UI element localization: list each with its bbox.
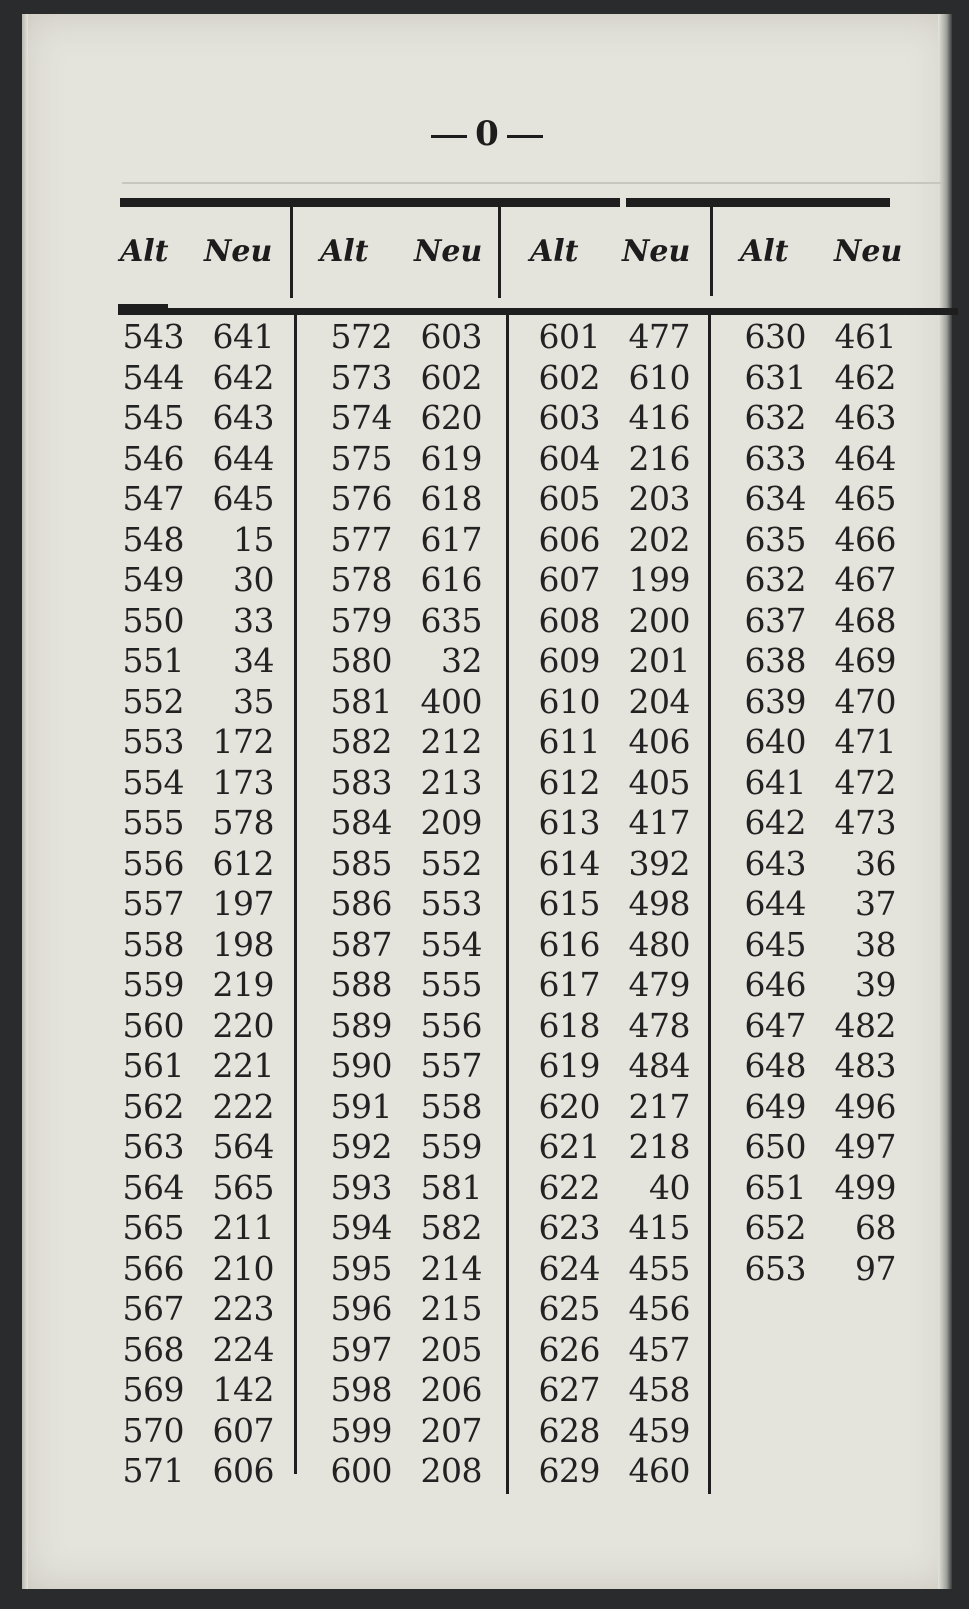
alt-cell: 593	[330, 1167, 392, 1207]
alt-cell: 604	[538, 438, 600, 478]
alt-cell: 584	[330, 803, 392, 842]
neu-cell: 619	[420, 438, 482, 478]
neu-cell: 97	[855, 1248, 896, 1288]
header-neu-2: Neu	[414, 234, 483, 269]
alt-cell: 633	[744, 438, 806, 478]
alt-cell: 595	[330, 1248, 392, 1288]
alt-cell: 579	[330, 600, 392, 640]
alt-cell: 597	[330, 1329, 392, 1369]
alt-cell: 589	[330, 1005, 392, 1045]
alt-cell: 549	[122, 560, 184, 599]
neu-cell: 482	[834, 1005, 896, 1045]
dash-left	[431, 135, 467, 138]
alt-cell: 543	[122, 317, 184, 356]
neu-cell: 463	[834, 398, 896, 437]
neu-cell: 205	[420, 1329, 482, 1369]
alt-cell: 603	[538, 398, 600, 437]
neu-cell: 218	[628, 1127, 690, 1166]
neu-cell: 40	[649, 1167, 690, 1207]
neu-cell: 217	[628, 1086, 690, 1126]
top-rule-right	[626, 198, 890, 207]
neu-cell: 68	[855, 1208, 896, 1247]
book-page	[22, 14, 952, 1589]
neu-cell: 462	[834, 357, 896, 397]
neu-cell: 220	[212, 1005, 274, 1045]
neu-cell: 607	[212, 1410, 274, 1450]
alt-cell: 544	[122, 357, 184, 397]
alt-cell: 582	[330, 722, 392, 761]
neu-cell: 39	[855, 965, 896, 1004]
neu-cell: 603	[420, 317, 482, 356]
neu-cell: 415	[628, 1208, 690, 1247]
alt-cell: 622	[538, 1167, 600, 1207]
neu-cell: 15	[233, 519, 274, 559]
alt-cell: 564	[122, 1167, 184, 1207]
neu-cell: 635	[420, 600, 482, 640]
alt-cell: 565	[122, 1208, 184, 1247]
neu-cell: 556	[420, 1005, 482, 1045]
alt-cell: 628	[538, 1410, 600, 1450]
neu-cell: 36	[855, 843, 896, 883]
neu-cell: 406	[628, 722, 690, 761]
alt-cell: 572	[330, 317, 392, 356]
neu-cell: 211	[212, 1208, 274, 1247]
neu-cell: 478	[628, 1005, 690, 1045]
neu-cell: 612	[212, 843, 274, 883]
alt-cell: 575	[330, 438, 392, 478]
neu-cell: 207	[420, 1410, 482, 1450]
alt-cell: 649	[744, 1086, 806, 1126]
alt-cell: 631	[744, 357, 806, 397]
alt-cell: 632	[744, 398, 806, 437]
alt-cell: 554	[122, 762, 184, 802]
alt-cell: 569	[122, 1370, 184, 1409]
neu-cell: 34	[233, 641, 274, 680]
neu-cell: 33	[233, 600, 274, 640]
alt-cell: 601	[538, 317, 600, 356]
neu-cell: 222	[212, 1086, 274, 1126]
neu-cell: 219	[212, 965, 274, 1004]
alt-cell: 550	[122, 600, 184, 640]
neu-cell: 202	[628, 519, 690, 559]
neu-cell: 557	[420, 1046, 482, 1085]
header-alt-3: Alt	[530, 234, 579, 269]
neu-cell: 496	[834, 1086, 896, 1126]
alt-cell: 600	[330, 1451, 392, 1490]
alt-cell: 571	[122, 1451, 184, 1490]
alt-cell: 653	[744, 1248, 806, 1288]
neu-cell: 606	[212, 1451, 274, 1490]
alt-cell: 637	[744, 600, 806, 640]
page-marker	[22, 114, 952, 154]
alt-cell: 608	[538, 600, 600, 640]
alt-cell: 612	[538, 762, 600, 802]
alt-cell: 623	[538, 1208, 600, 1247]
alt-cell: 545	[122, 398, 184, 437]
alt-cell: 587	[330, 924, 392, 964]
alt-cell: 634	[744, 479, 806, 518]
neu-cell: 468	[834, 600, 896, 640]
neu-cell: 602	[420, 357, 482, 397]
neu-cell: 416	[628, 398, 690, 437]
neu-cell: 223	[212, 1289, 274, 1328]
alt-cell: 613	[538, 803, 600, 842]
neu-cell: 213	[420, 762, 482, 802]
neu-cell: 197	[212, 884, 274, 923]
alt-cell: 619	[538, 1046, 600, 1085]
alt-cell: 643	[744, 843, 806, 883]
alt-cell: 546	[122, 438, 184, 478]
page-marker-text: 0	[475, 114, 499, 154]
neu-cell: 461	[834, 317, 896, 356]
alt-cell: 638	[744, 641, 806, 680]
alt-cell: 556	[122, 843, 184, 883]
neu-cell: 610	[628, 357, 690, 397]
alt-cell: 551	[122, 641, 184, 680]
neu-cell: 620	[420, 398, 482, 437]
neu-cell: 554	[420, 924, 482, 964]
alt-cell: 578	[330, 560, 392, 599]
neu-cell: 392	[628, 843, 690, 883]
neu-cell: 464	[834, 438, 896, 478]
neu-cell: 224	[212, 1329, 274, 1369]
neu-cell: 578	[212, 803, 274, 842]
alt-cell: 558	[122, 924, 184, 964]
alt-cell: 581	[330, 681, 392, 721]
alt-cell: 590	[330, 1046, 392, 1085]
neu-cell: 400	[420, 681, 482, 721]
neu-cell: 552	[420, 843, 482, 883]
alt-cell: 626	[538, 1329, 600, 1369]
header-alt-1: Alt	[120, 234, 169, 269]
neu-cell: 465	[834, 479, 896, 518]
alt-cell: 553	[122, 722, 184, 761]
neu-cell: 214	[420, 1248, 482, 1288]
alt-cell: 557	[122, 884, 184, 923]
neu-cell: 417	[628, 803, 690, 842]
alt-cell: 632	[744, 560, 806, 599]
alt-cell: 566	[122, 1248, 184, 1288]
alt-cell: 624	[538, 1248, 600, 1288]
alt-cell: 591	[330, 1086, 392, 1126]
neu-cell: 199	[628, 560, 690, 599]
neu-cell: 210	[212, 1248, 274, 1288]
alt-cell: 555	[122, 803, 184, 842]
alt-cell: 573	[330, 357, 392, 397]
alt-cell: 559	[122, 965, 184, 1004]
neu-cell: 466	[834, 519, 896, 559]
neu-cell: 582	[420, 1208, 482, 1247]
neu-cell: 455	[628, 1248, 690, 1288]
header-divider-2	[498, 206, 501, 298]
alt-cell: 648	[744, 1046, 806, 1085]
neu-cell: 565	[212, 1167, 274, 1207]
alt-cell: 616	[538, 924, 600, 964]
neu-cell: 456	[628, 1289, 690, 1328]
alt-cell: 630	[744, 317, 806, 356]
neu-cell: 208	[420, 1451, 482, 1490]
alt-cell: 641	[744, 762, 806, 802]
alt-cell: 652	[744, 1208, 806, 1247]
alt-cell: 627	[538, 1370, 600, 1409]
column-divider-3	[708, 314, 711, 1494]
alt-cell: 629	[538, 1451, 600, 1490]
alt-cell: 607	[538, 560, 600, 599]
neu-cell: 555	[420, 965, 482, 1004]
alt-cell: 644	[744, 884, 806, 923]
neu-cell: 467	[834, 560, 896, 599]
alt-cell: 605	[538, 479, 600, 518]
column-divider-2	[506, 314, 509, 1494]
alt-cell: 598	[330, 1370, 392, 1409]
alt-cell: 580	[330, 641, 392, 680]
neu-cell: 645	[212, 479, 274, 518]
alt-cell: 562	[122, 1086, 184, 1126]
alt-cell: 615	[538, 884, 600, 923]
alt-cell: 583	[330, 762, 392, 802]
alt-cell: 596	[330, 1289, 392, 1328]
alt-cell: 561	[122, 1046, 184, 1085]
header-divider-3	[710, 200, 713, 296]
neu-cell: 198	[212, 924, 274, 964]
alt-cell: 560	[122, 1005, 184, 1045]
alt-cell: 650	[744, 1127, 806, 1166]
alt-cell: 552	[122, 681, 184, 721]
alt-cell: 567	[122, 1289, 184, 1328]
neu-cell: 459	[628, 1410, 690, 1450]
neu-cell: 32	[441, 641, 482, 680]
neu-cell: 221	[212, 1046, 274, 1085]
alt-cell: 602	[538, 357, 600, 397]
neu-cell: 473	[834, 803, 896, 842]
neu-cell: 209	[420, 803, 482, 842]
alt-cell: 642	[744, 803, 806, 842]
neu-cell: 618	[420, 479, 482, 518]
faint-rule	[122, 182, 942, 184]
neu-cell: 499	[834, 1167, 896, 1207]
alt-cell: 639	[744, 681, 806, 721]
alt-cell: 570	[122, 1410, 184, 1450]
top-rule-left	[120, 198, 620, 207]
neu-cell: 458	[628, 1370, 690, 1409]
neu-cell: 498	[628, 884, 690, 923]
alt-cell: 651	[744, 1167, 806, 1207]
header-rule	[118, 308, 958, 315]
neu-cell: 644	[212, 438, 274, 478]
neu-cell: 201	[628, 641, 690, 680]
neu-cell: 460	[628, 1451, 690, 1490]
neu-cell: 405	[628, 762, 690, 802]
alt-cell: 592	[330, 1127, 392, 1166]
alt-cell: 577	[330, 519, 392, 559]
neu-cell: 558	[420, 1086, 482, 1126]
neu-cell: 642	[212, 357, 274, 397]
neu-cell: 484	[628, 1046, 690, 1085]
alt-cell: 614	[538, 843, 600, 883]
alt-cell: 588	[330, 965, 392, 1004]
alt-cell: 610	[538, 681, 600, 721]
alt-cell: 620	[538, 1086, 600, 1126]
neu-cell: 479	[628, 965, 690, 1004]
header-alt-2: Alt	[320, 234, 369, 269]
header-neu-3: Neu	[622, 234, 691, 269]
neu-cell: 457	[628, 1329, 690, 1369]
alt-cell: 645	[744, 924, 806, 964]
alt-cell: 599	[330, 1410, 392, 1450]
neu-cell: 172	[212, 722, 274, 761]
alt-cell: 617	[538, 965, 600, 1004]
dash-right	[507, 135, 543, 138]
alt-cell: 609	[538, 641, 600, 680]
neu-cell: 564	[212, 1127, 274, 1166]
alt-cell: 646	[744, 965, 806, 1004]
header-divider-1	[290, 200, 293, 298]
neu-cell: 470	[834, 681, 896, 721]
alt-cell: 574	[330, 398, 392, 437]
neu-cell: 616	[420, 560, 482, 599]
header-alt-4: Alt	[740, 234, 789, 269]
neu-cell: 215	[420, 1289, 482, 1328]
neu-cell: 483	[834, 1046, 896, 1085]
alt-cell: 548	[122, 519, 184, 559]
neu-cell: 469	[834, 641, 896, 680]
header-neu-4: Neu	[834, 234, 903, 269]
alt-cell: 621	[538, 1127, 600, 1166]
alt-cell: 611	[538, 722, 600, 761]
neu-cell: 204	[628, 681, 690, 721]
alt-cell: 576	[330, 479, 392, 518]
alt-cell: 606	[538, 519, 600, 559]
alt-cell: 547	[122, 479, 184, 518]
neu-cell: 203	[628, 479, 690, 518]
neu-cell: 212	[420, 722, 482, 761]
alt-cell: 585	[330, 843, 392, 883]
neu-cell: 173	[212, 762, 274, 802]
neu-cell: 643	[212, 398, 274, 437]
neu-cell: 480	[628, 924, 690, 964]
neu-cell: 142	[212, 1370, 274, 1409]
header-neu-1: Neu	[204, 234, 273, 269]
alt-cell: 625	[538, 1289, 600, 1328]
neu-cell: 617	[420, 519, 482, 559]
alt-cell: 635	[744, 519, 806, 559]
neu-cell: 559	[420, 1127, 482, 1166]
neu-cell: 200	[628, 600, 690, 640]
alt-cell: 586	[330, 884, 392, 923]
neu-cell: 472	[834, 762, 896, 802]
neu-cell: 477	[628, 317, 690, 356]
neu-cell: 37	[855, 884, 896, 923]
neu-cell: 38	[855, 924, 896, 964]
neu-cell: 497	[834, 1127, 896, 1166]
neu-cell: 216	[628, 438, 690, 478]
page-edge-shadow	[938, 14, 952, 1589]
neu-cell: 471	[834, 722, 896, 761]
alt-cell: 618	[538, 1005, 600, 1045]
alt-cell: 568	[122, 1329, 184, 1369]
neu-cell: 206	[420, 1370, 482, 1409]
alt-cell: 594	[330, 1208, 392, 1247]
alt-cell: 640	[744, 722, 806, 761]
alt-cell: 647	[744, 1005, 806, 1045]
neu-cell: 641	[212, 317, 274, 356]
neu-cell: 581	[420, 1167, 482, 1207]
alt-cell: 563	[122, 1127, 184, 1166]
column-divider-1	[294, 314, 297, 1474]
neu-cell: 30	[233, 560, 274, 599]
neu-cell: 35	[233, 681, 274, 721]
neu-cell: 553	[420, 884, 482, 923]
